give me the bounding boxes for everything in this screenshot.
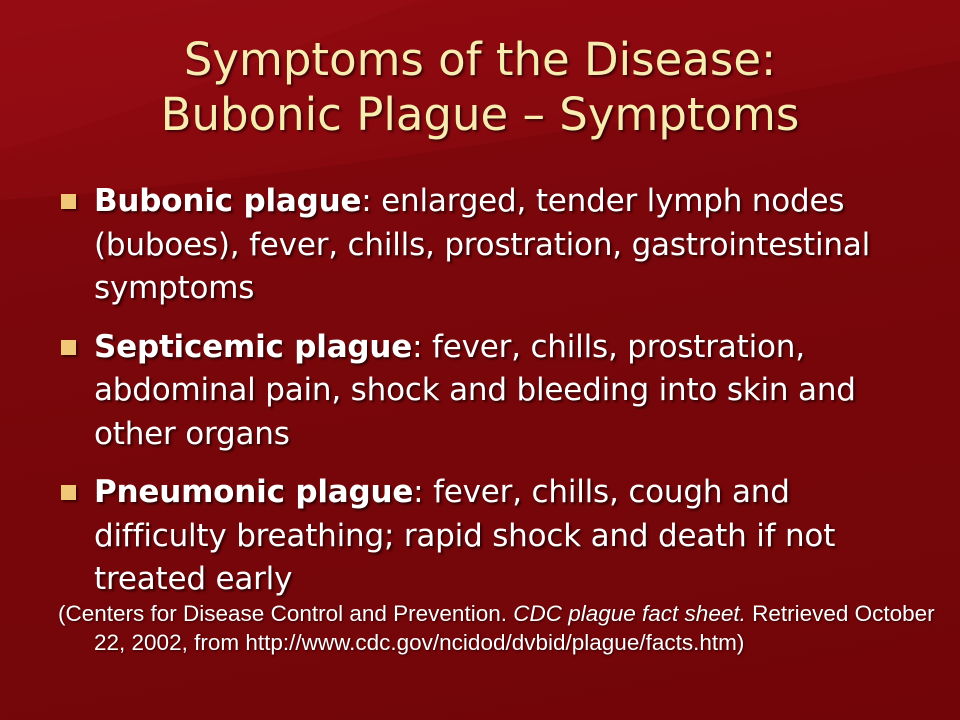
- square-bullet-icon: [61, 194, 76, 209]
- bullet-term: Bubonic plague: [94, 183, 362, 219]
- bullet-bubonic: [58, 180, 918, 311]
- citation: [58, 600, 954, 657]
- square-bullet-icon: [61, 485, 76, 500]
- square-bullet-icon: [61, 340, 76, 355]
- citation-suffix: Retrieved October 22, 2002, from http://www.cdc.gov/ncidod/dvbid/plague/facts.htm): [94, 601, 935, 655]
- citation-prefix: (Centers for Disease Control and Prevention.: [58, 601, 514, 626]
- bullet-list: [58, 180, 918, 617]
- bullet-text: : fever, chills, prostration, abdominal pain, shock and bleeding into skin and other organs: [94, 328, 856, 452]
- bullet-text: : enlarged, tender lymph nodes (buboes), fever, chills, prostration, gastrointestinal symptoms: [94, 183, 871, 306]
- citation-title: CDC plague fact sheet.: [513, 601, 746, 626]
- title-line-2: Bubonic Plague – Symptoms: [160, 88, 800, 141]
- title-line-1: Symptoms of the Disease:: [183, 33, 777, 86]
- bullet-term: Pneumonic plague: [94, 474, 414, 510]
- bullet-septicemic: [58, 326, 918, 457]
- bullet-term: Septicemic plague: [94, 328, 413, 365]
- bullet-text: : fever, chills, cough and difficulty breathing; rapid shock and death if not treated early: [94, 474, 836, 597]
- bullet-pneumonic: [58, 471, 918, 602]
- slide-title: [0, 32, 960, 142]
